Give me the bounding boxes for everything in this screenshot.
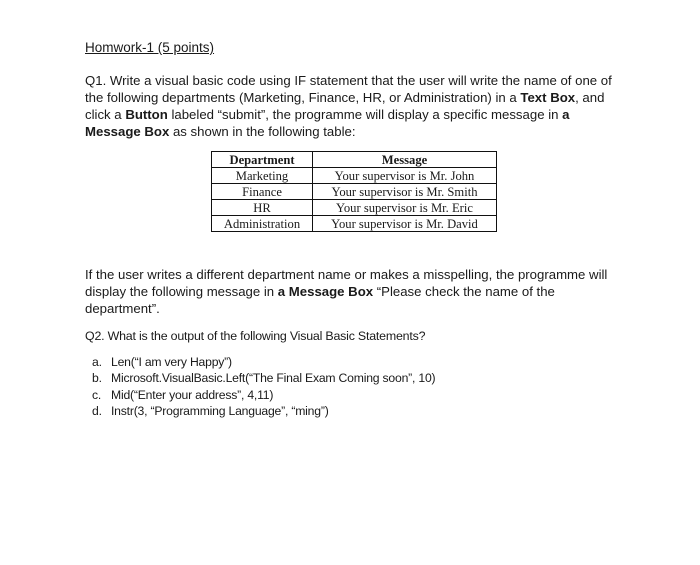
table-header-row — [212, 152, 497, 168]
cell-message: Your supervisor is Mr. John — [313, 168, 497, 184]
list-marker: c. — [92, 387, 102, 402]
list-item-text: Mid(“Enter your address”, 4,11) — [111, 387, 274, 402]
para2-bold-message-box: a Message Box — [277, 284, 374, 299]
q1-text-part-2: , and click a — [85, 90, 605, 122]
q1-text-part-3: labeled “submit”, the programme will display a specific message in — [167, 107, 563, 122]
cell-department: HR — [212, 200, 313, 216]
misspelling-text — [85, 266, 625, 317]
q1-text-part-1: Q1. Write a visual basic code using IF statement that the user will write the name of one of the following departments (Marketing, Finance, HR, or Administration) in a — [85, 73, 612, 105]
list-marker: d. — [92, 404, 102, 419]
question-2-heading: Q2. What is the output of the following Visual Basic Statements? — [85, 329, 426, 343]
cell-message: Your supervisor is Mr. David — [313, 216, 497, 232]
cell-department: Marketing — [212, 168, 313, 184]
question-2-list — [92, 354, 435, 420]
list-item — [92, 354, 435, 370]
cell-department: Finance — [212, 184, 313, 200]
list-item-text: Len(“I am very Happy”) — [111, 355, 232, 369]
homework-title: Homwork-1 (5 points) — [85, 40, 215, 55]
header-department: Department — [212, 152, 313, 168]
table-row — [212, 184, 497, 200]
list-item-text: Microsoft.VisualBasic.Left(“The Final Exam Coming soon”, 10) — [111, 371, 436, 386]
q1-bold-text-box: Text Box — [520, 90, 576, 105]
list-item — [92, 370, 435, 386]
table-row — [212, 168, 497, 184]
list-marker: a. — [92, 355, 102, 369]
header-message: Message — [313, 152, 497, 168]
q1-bold-message-box: a Message Box — [85, 107, 570, 139]
para2-text-part-2: “Please check the name of the department”. — [85, 284, 555, 316]
cell-department: Administration — [212, 216, 313, 232]
question-1 — [85, 72, 625, 140]
question-1-text — [85, 72, 625, 140]
para2-text-part-1: If the user writes a different department name or makes a misspelling, the programme will display the following message in — [85, 267, 608, 299]
list-item — [92, 403, 435, 419]
q1-text-part-4: as shown in the following table: — [169, 124, 356, 139]
misspelling-paragraph — [85, 266, 625, 317]
department-message-table — [211, 151, 497, 232]
cell-message: Your supervisor is Mr. Eric — [313, 200, 497, 216]
list-item — [92, 387, 435, 403]
q1-bold-button: Button — [125, 107, 168, 122]
table-row — [212, 216, 497, 232]
cell-message: Your supervisor is Mr. Smith — [313, 184, 497, 200]
list-item-text: Instr(3, “Programming Language”, “ming”) — [111, 404, 329, 419]
table-row — [212, 200, 497, 216]
list-marker: b. — [92, 371, 102, 386]
